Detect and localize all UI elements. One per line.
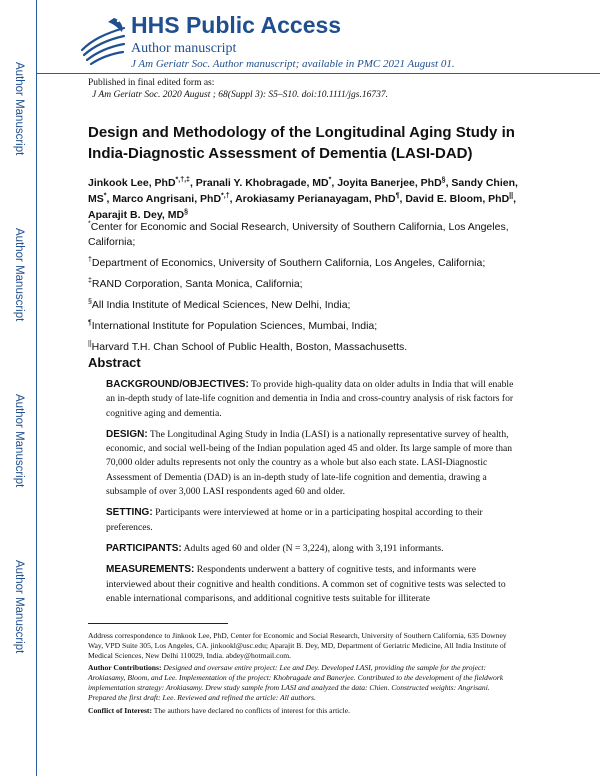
abstract-section xyxy=(106,542,516,556)
abstract-section-label: BACKGROUND/OBJECTIVES: xyxy=(106,379,249,390)
conflict-label: Conflict of Interest: xyxy=(88,705,152,715)
author-affil-mark: § xyxy=(441,176,446,184)
footnotes xyxy=(88,631,508,718)
abstract-body xyxy=(106,378,516,613)
header-divider xyxy=(36,73,600,74)
publication-citation: J Am Geriatr Soc. 2020 August ; 68(Suppl 3): S5–S10. doi:10.1111/jgs.16737. xyxy=(92,90,388,100)
affiliation-text: International Institute for Population Sciences, Mumbai, India; xyxy=(91,320,378,332)
sidebar xyxy=(0,0,37,776)
affiliation xyxy=(88,340,518,355)
affiliation xyxy=(88,220,518,250)
author-list: Jinkook Lee, PhD*,†,‡, Pranali Y. Khobragade, MD*, Joyita Banerjee, PhD§, Sandy Chien, MS*, Marco Angrisani, PhD*,†, Arokiasamy Perianayagam, PhD¶, David E. Bloom, PhD||, Aparajit B. Dey, MD§ xyxy=(88,176,518,221)
affiliation-mark: § xyxy=(88,298,92,306)
abstract-section-label: DESIGN: xyxy=(106,428,148,440)
affiliation-mark: † xyxy=(88,256,92,264)
abstract-section-text: Respondents underwent a battery of cognitive tests, and informants were interviewed about their cognitive and health conditions. A common set of cognitive tests was selected to enable international comparisons, and additional cognitive tests suitable for illiterate xyxy=(106,564,506,604)
abstract-section-text: To provide high-quality data on older adults in India that will enable an in-depth study of late-life cognition and dementia in India and cross-country analysis of risk factors for cognitive aging and dementia. xyxy=(106,379,514,419)
author-name: Aparajit B. Dey, MD xyxy=(88,209,185,221)
author-affil-mark: * xyxy=(328,176,332,184)
abstract-section-text: The Longitudinal Aging Study in India (LASI) is a nationally representative survey of health, economic, and social well-being of the Indian population aged 45 and older. Its large sample of more than 70,000 older adults represents not only the country as a whole but also each state. LASI-Diagnostic Assessment of Dementia (DAD) is an in-depth study of late-life cognition and dementia, drawing a subsample of over 3,000 LASI respondents aged 60 and older. xyxy=(106,428,513,498)
contributions-label: Author Contributions: xyxy=(88,663,162,673)
author-affil-mark: || xyxy=(509,192,514,200)
affiliation-mark: * xyxy=(88,220,91,228)
abstract-section xyxy=(106,563,516,606)
conflict-text: The authors have declared no conflicts of interest for this article. xyxy=(153,705,351,715)
author-name: David E. Bloom, PhD xyxy=(405,193,510,205)
abstract-section-text: Adults aged 60 and older (N = 3,224), along with 3,191 informants. xyxy=(183,542,444,554)
footnote-divider xyxy=(88,623,228,624)
sidebar-label: Author Manuscript xyxy=(13,62,25,156)
affiliation-text: Harvard T.H. Chan School of Public Health, Boston, Massachusetts. xyxy=(91,341,408,353)
affiliation-mark: ‡ xyxy=(88,277,92,285)
author-affil-mark: § xyxy=(184,208,188,216)
author-name: Joyita Banerjee, PhD xyxy=(337,177,442,189)
sidebar-label: Author Manuscript xyxy=(13,394,25,488)
author-name: Marco Angrisani, PhD xyxy=(112,193,222,205)
paper-title: Design and Methodology of the Longitudinal Aging Study in India-Diagnostic Assessment of Dementia (LASI-DAD) xyxy=(88,124,515,162)
author-name: Arokiasamy Perianayagam, PhD xyxy=(235,193,396,205)
author-name: Jinkook Lee, PhD xyxy=(88,177,176,189)
publication-info xyxy=(88,77,388,101)
hhs-title: HHS Public Access xyxy=(131,12,342,38)
contributions-text: Designed and oversaw entire project: Lee and Dey. Developed LASI, providing the sample for the project: Arokiasamy, Bloom, and Lee. Implementation of the project: Khobragade and Banerjee. Contributed to the development of the fieldwork implementation strategy: Arokiasamy. Drew study sample from LASI and analyzed the data: Chien. Constructed weights: Angrisani. Prepared the first draft: Lee. Reviewed and refined the article: All authors. xyxy=(88,663,504,702)
affiliation xyxy=(88,298,518,313)
abstract-section-label: PARTICIPANTS: xyxy=(106,542,182,554)
abstract-section xyxy=(106,506,516,535)
author-name: Pranali Y. Khobragade, MD xyxy=(195,177,329,189)
header-citation: J Am Geriatr Soc. Author manuscript; available in PMC 2021 August 01. xyxy=(131,58,455,70)
affiliation xyxy=(88,256,518,271)
contributions-note xyxy=(88,663,508,702)
affiliation-list xyxy=(88,220,518,361)
abstract-section-label: MEASUREMENTS: xyxy=(106,564,195,576)
correspondence-note: Address correspondence to Jinkook Lee, PhD, Center for Economic and Social Research, University of Southern California, 635 Downey Way, VPD Suite 305, Los Angeles, CA. jinkookl@usc.edu; Aparajit B. Dey, MD, Department of Geriatric Medicine, All India Institute of Medical Sciences, New Delhi 110029, India. abdey@hotmail.com. xyxy=(88,631,507,660)
affiliation-mark: || xyxy=(88,340,92,348)
abstract-heading: Abstract xyxy=(88,355,141,370)
author-name: Sandy Chien, MS xyxy=(88,177,518,205)
affiliation-mark: ¶ xyxy=(88,319,92,327)
abstract-section-text: Participants were interviewed at home or in a participating hospital according to their preferences. xyxy=(106,507,483,533)
abstract-section xyxy=(106,428,516,499)
header-subtitle: Author manuscript xyxy=(131,41,237,56)
author-affil-mark: *,†,‡ xyxy=(175,176,190,184)
abstract-section xyxy=(106,378,516,421)
hhs-eagle-logo-icon xyxy=(74,10,132,68)
sidebar-label: Author Manuscript xyxy=(13,228,25,322)
publication-label: Published in final edited form as: xyxy=(88,78,215,88)
sidebar-label: Author Manuscript xyxy=(13,560,25,654)
affiliation-text: All India Institute of Medical Sciences, New Delhi, India; xyxy=(91,299,351,311)
author-affil-mark: *,† xyxy=(221,192,230,200)
affiliation-text: RAND Corporation, Santa Monica, California; xyxy=(91,278,303,290)
affiliation-text: Center for Economic and Social Research, University of Southern California, Los Angeles, California; xyxy=(88,221,509,248)
affiliation-text: Department of Economics, University of Southern California, Los Angeles, California; xyxy=(91,257,486,269)
author-affil-mark: * xyxy=(103,192,107,200)
author-affil-mark: ¶ xyxy=(395,192,400,200)
affiliation xyxy=(88,319,518,334)
abstract-section-label: SETTING: xyxy=(106,507,153,519)
affiliation xyxy=(88,277,518,292)
header xyxy=(36,0,600,74)
conflict-note xyxy=(88,706,508,716)
